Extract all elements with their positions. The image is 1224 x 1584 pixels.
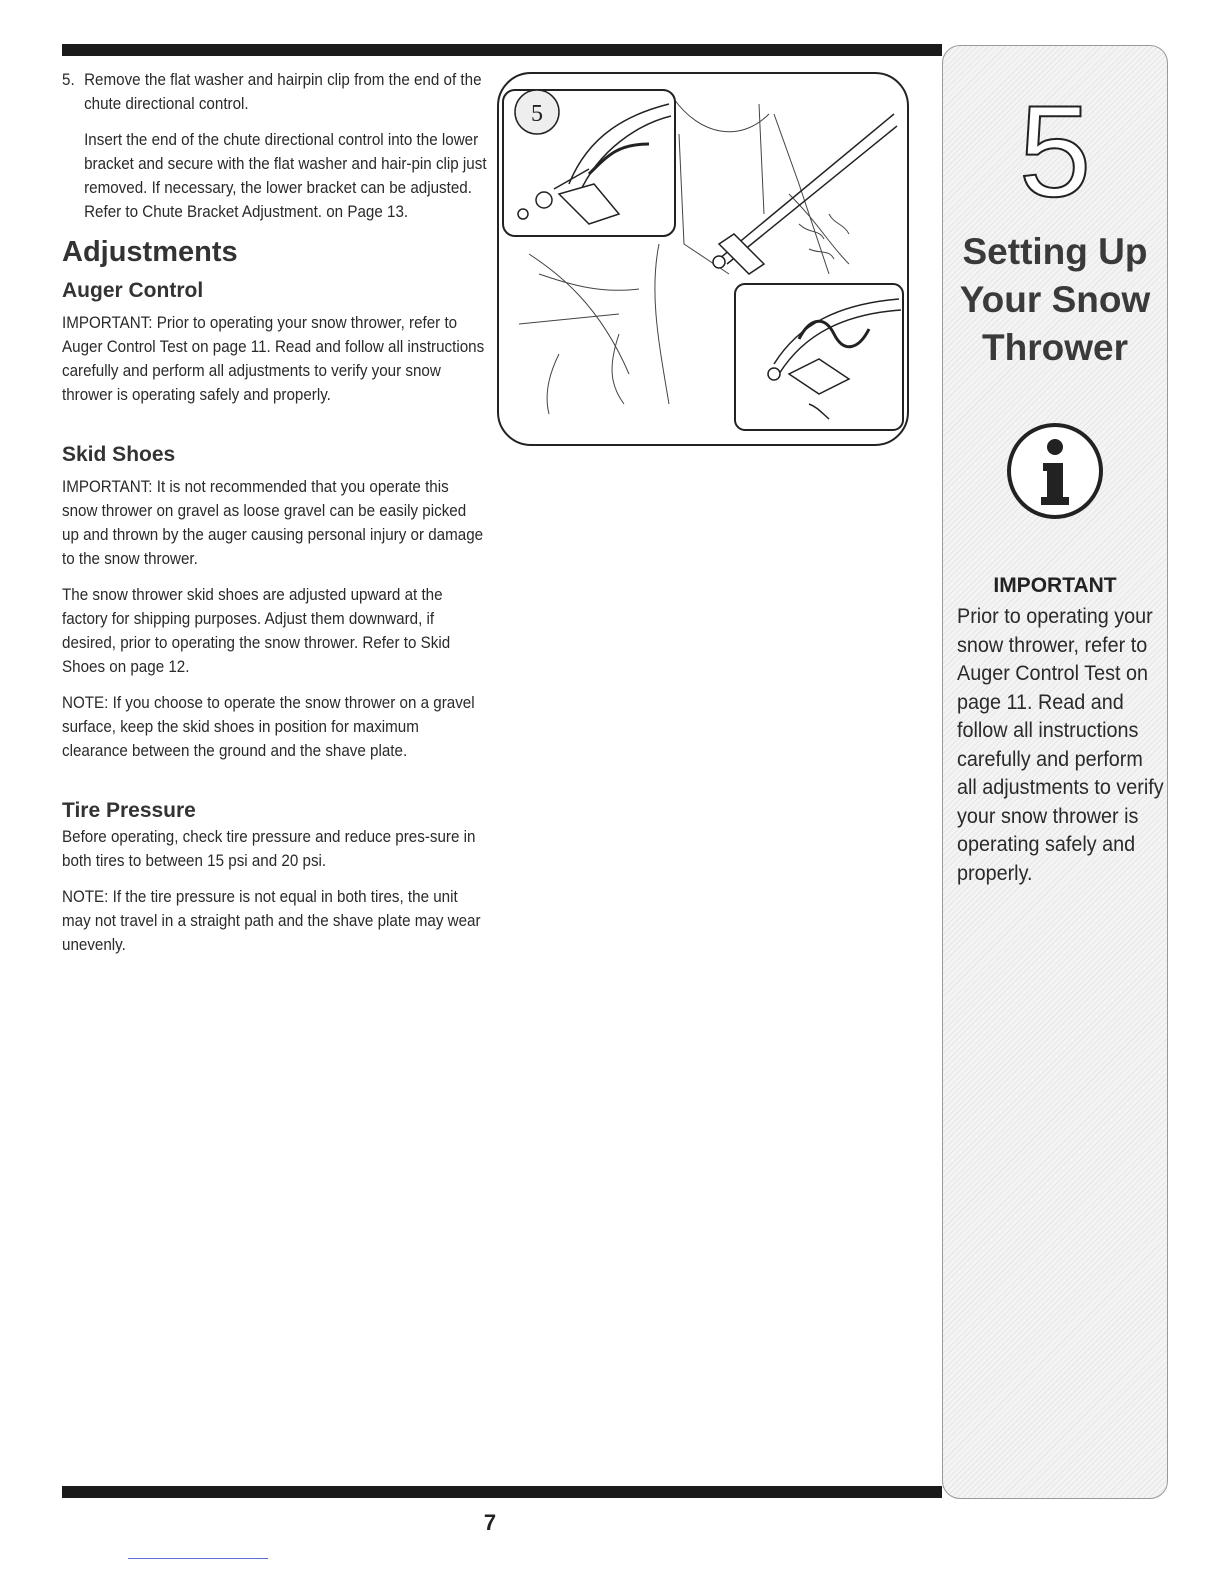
step-5-detail: Insert the end of the chute directional control into the lower bracket and secure with the flat washer and hair-pin clip just removed. If necessary, the lower bracket can be adjusted. Refer to Chute Bracket Adjustment. on Page 13. [84,131,487,221]
page-number: 7 [483,1510,497,1535]
tire-pressure-heading: Tire Pressure [62,799,196,822]
chapter-sidebar [942,45,1168,1499]
figure-callout: 5 [531,101,543,127]
auger-control-heading: Auger Control [62,279,204,302]
important-text: Prior to operating your snow thrower, refer to Auger Control Test on page 11. Read and follow all instructions carefully and perform all adjustments to verify your snow thrower is operating safely and properly. [957,604,1164,885]
tire-pressure-section [62,799,487,957]
step-5-instruction: Remove the flat washer and hairpin clip from the end of the chute directional control. [84,71,482,113]
chapter-title: Setting Up Your Snow Thrower [959,231,1151,368]
chute-control-illustration [497,72,909,446]
skid-shoes-section [62,443,487,763]
auger-control-text: IMPORTANT: Prior to operating your snow thrower, refer to Auger Control Test on page 11. Read and follow all instructions carefully and perform all adjustments to verify your snow thrower is operating safely and properly. [62,314,485,404]
tire-pressure-text: Before operating, check tire pressure and reduce pres-sure in both tires to between 15 psi and 20 psi. [62,828,476,870]
skid-shoes-note: NOTE: If you choose to operate the snow thrower on a gravel surface, keep the skid shoes in position for maximum clearance between the ground and the shave plate. [62,694,475,760]
auger-control-section [62,279,487,407]
important-label: IMPORTANT [993,574,1117,597]
adjustments-heading: Adjustments [62,236,238,268]
step-number: 5. [62,71,75,89]
step-5 [62,68,507,224]
skid-shoes-heading: Skid Shoes [62,443,176,466]
chapter-number: 5 [1018,78,1092,224]
skid-shoes-important: IMPORTANT: It is not recommended that you operate this snow thrower on gravel as loose gravel can be easily picked up and thrown by the auger causing personal injury or damage to the snow thrower. [62,478,484,568]
bottom-rule [62,1486,942,1498]
tire-pressure-note: NOTE: If the tire pressure is not equal in both tires, the unit may not travel in a straight path and the shave plate may wear unevenly. [62,888,481,954]
illustration-svg [499,74,907,444]
main-column [62,68,487,971]
top-rule [62,44,942,56]
info-icon [1005,421,1105,521]
skid-shoes-text: The snow thrower skid shoes are adjusted upward at the factory for shipping purposes. Adjust them downward, if desired, prior to operating the snow thrower. Refer to Skid Shoes on page 12. [62,586,451,676]
footer-link-underline [128,1558,268,1559]
